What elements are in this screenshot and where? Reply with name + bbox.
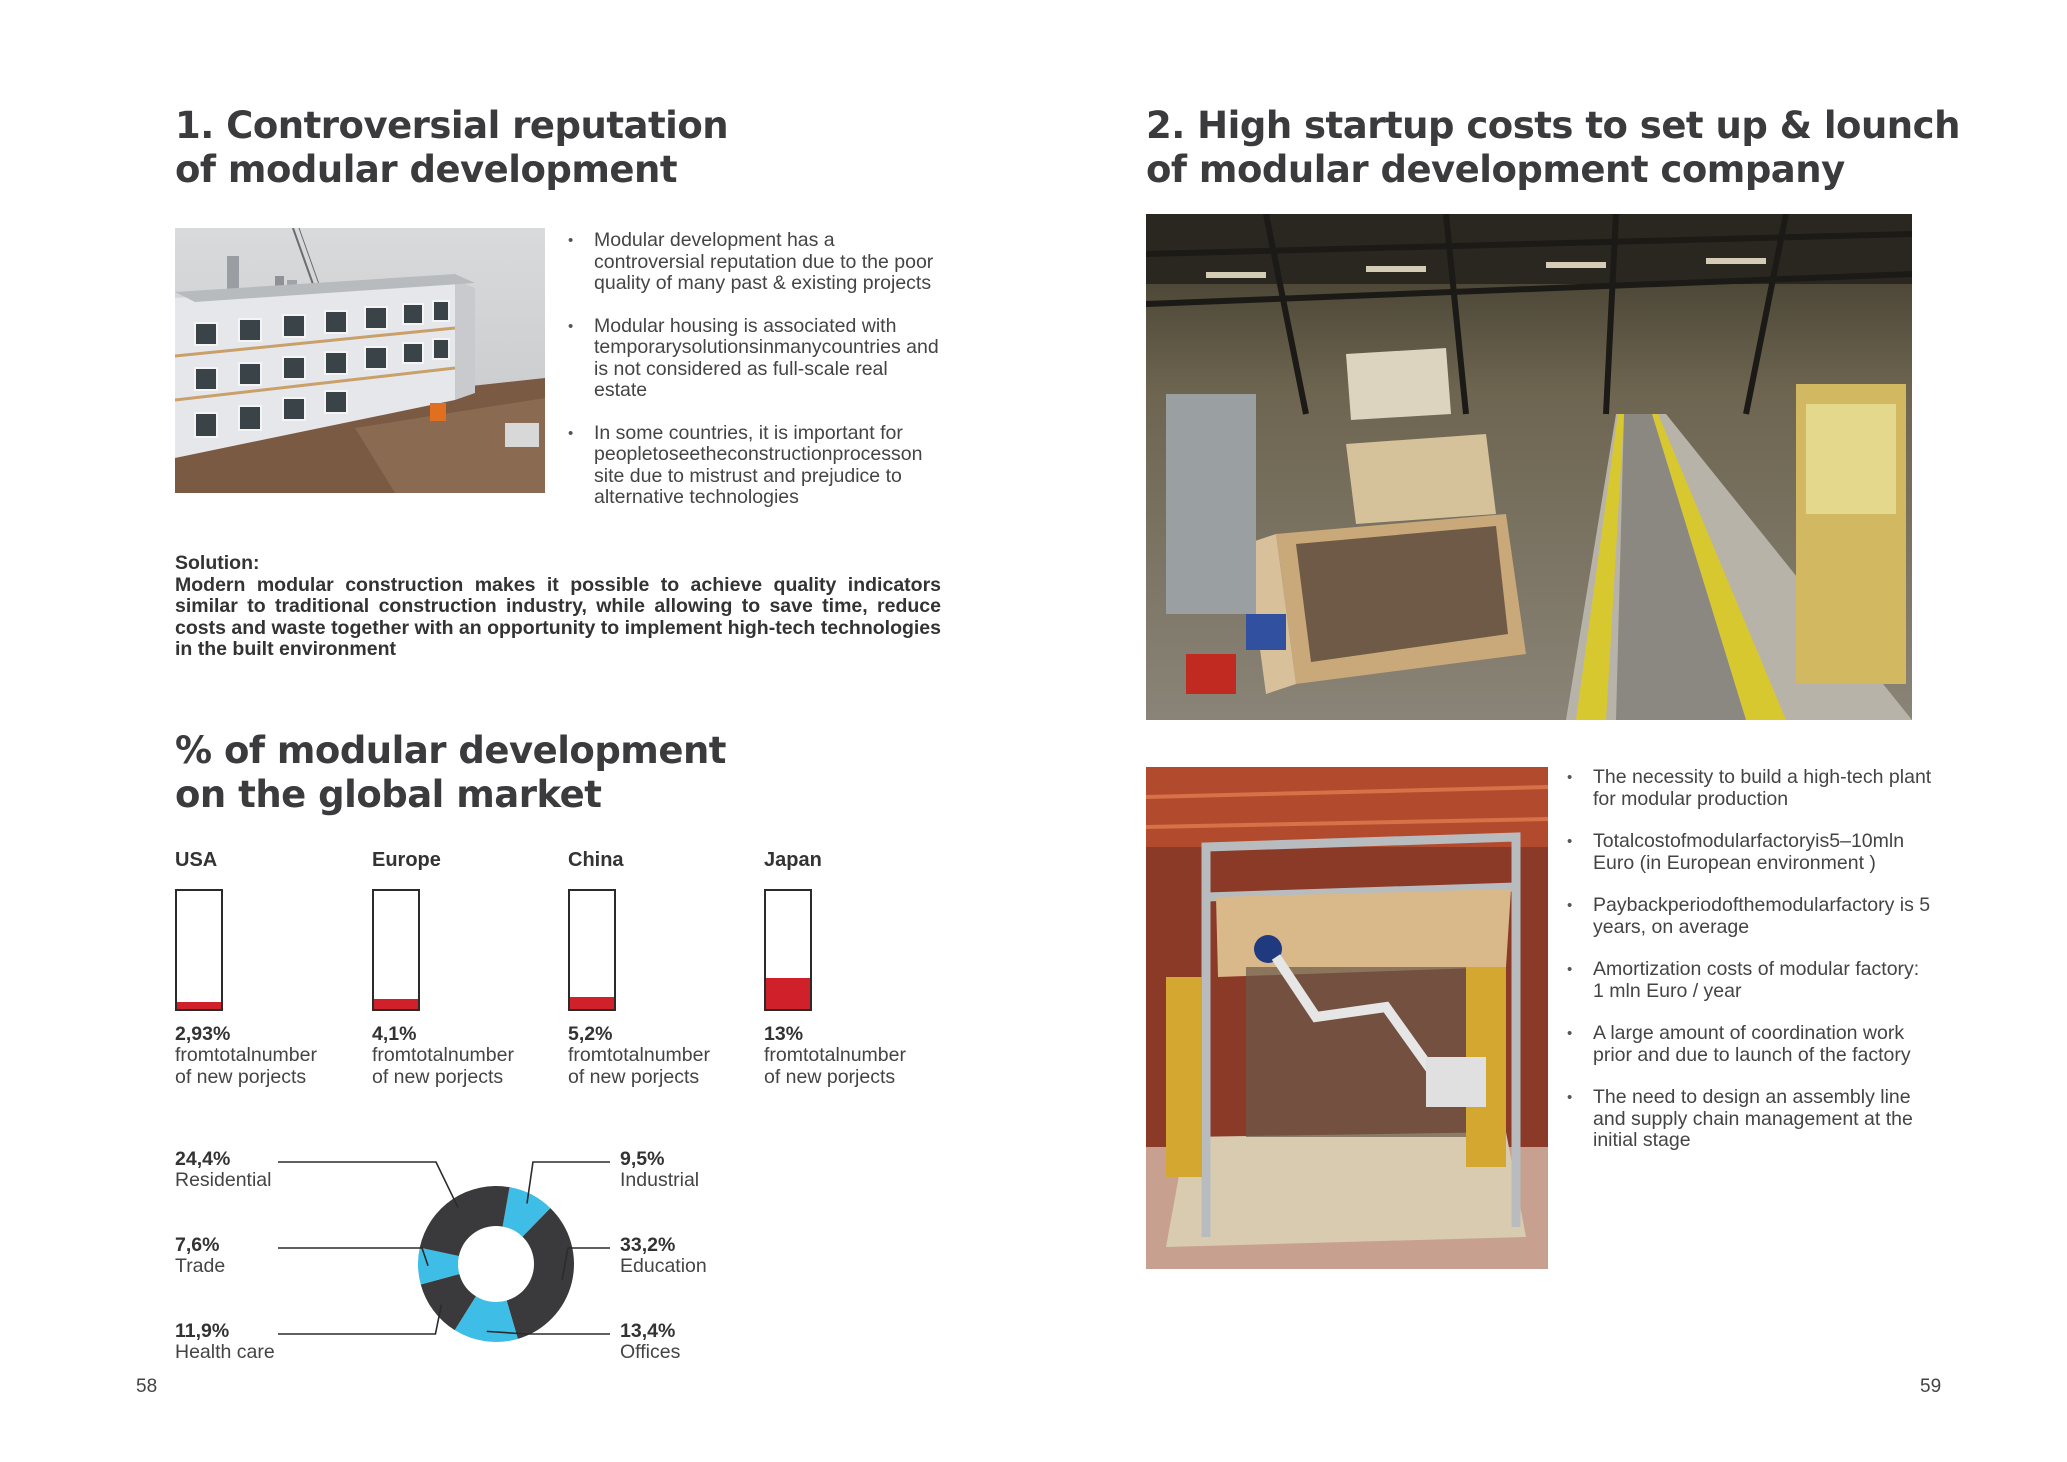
market-share-bar-fill bbox=[374, 999, 418, 1009]
donut-leader-line bbox=[527, 1162, 610, 1203]
market-share-description: fromtotalnumber of new porjects bbox=[372, 1044, 514, 1088]
market-share-percent: 5,2% bbox=[568, 1023, 613, 1045]
market-share-percent: 2,93% bbox=[175, 1023, 231, 1045]
market-country-label: Japan bbox=[764, 849, 822, 871]
market-share-bar bbox=[568, 889, 616, 1011]
bullet-item: • Modular housing is associated with temporarysolutionsinmanycountries and is not considered as full-scale real estate bbox=[568, 316, 940, 402]
market-share-bar bbox=[175, 889, 223, 1011]
amortization-value: 1 mln Euro / year bbox=[1593, 979, 1742, 1002]
donut-leader-line bbox=[278, 1248, 428, 1266]
market-share-bar-fill bbox=[570, 997, 614, 1009]
bullet-item: • The necessity to build a high-tech plant for modular production bbox=[1567, 767, 1939, 810]
market-country-label: USA bbox=[175, 849, 218, 871]
bullet-item: • The need to design an assembly line and supply chain management at the initial stage bbox=[1567, 1087, 1939, 1152]
solution-label: Solution: bbox=[175, 552, 260, 574]
bullet-item: • Paybackperiodofthemodularfactory is 5 years, on average bbox=[1567, 895, 1939, 938]
factory-interior-photo bbox=[1146, 214, 1912, 720]
page-number-left: 58 bbox=[136, 1376, 158, 1397]
market-share-bar-fill bbox=[177, 1002, 221, 1009]
donut-label-education: 33,2% Education bbox=[620, 1234, 707, 1277]
modular-building-photo bbox=[175, 228, 545, 493]
assembly-line-photo bbox=[1146, 767, 1548, 1269]
solution-text: Modern modular construction makes it possible to achieve quality indicators similar to traditional construction industry, while allowing to save time, reduce costs and waste together with an opportunity to implement high-tech technologies in the built environment bbox=[175, 573, 941, 660]
donut-label-trade: 7,6% Trade bbox=[175, 1234, 226, 1277]
donut-label-offices: 13,4% Offices bbox=[620, 1320, 681, 1363]
bullet-item: • Modular development has a controversial reputation due to the poor quality of many past & existing projects bbox=[568, 230, 940, 295]
solution-block bbox=[175, 553, 941, 661]
market-share-bar bbox=[764, 889, 812, 1011]
market-share-percent: 4,1% bbox=[372, 1023, 417, 1045]
market-section-title: % of modular development on the global market bbox=[175, 729, 726, 816]
right-page-title: 2. High startup costs to set up & lounch of modular development company bbox=[1146, 104, 1960, 191]
market-share-description: fromtotalnumber of new porjects bbox=[568, 1044, 710, 1088]
market-share-description: fromtotalnumber of new porjects bbox=[175, 1044, 317, 1088]
donut-label-residential: 24,4% Residential bbox=[175, 1148, 272, 1191]
donut-label-industrial: 9,5% Industrial bbox=[620, 1148, 700, 1191]
market-share-percent: 13% bbox=[764, 1023, 804, 1045]
page-number-right: 59 bbox=[1920, 1376, 1942, 1397]
market-country-label: Europe bbox=[372, 849, 441, 871]
bullet-item: • Totalcostofmodularfactoryis5–10mln Euro (in European environment ) bbox=[1567, 831, 1939, 874]
donut-label-health-care: 11,9% Health care bbox=[175, 1320, 275, 1363]
donut-slice-residential bbox=[420, 1186, 510, 1256]
right-bullet-list bbox=[1567, 767, 1939, 1173]
market-share-bar-fill bbox=[766, 978, 810, 1009]
bullet-item: • Amortization costs of modular factory: 1 mln Euro / year bbox=[1567, 959, 1939, 1002]
bullet-item: • A large amount of coordination work prior and due to launch of the factory bbox=[1567, 1023, 1939, 1066]
market-country-label: China bbox=[568, 849, 624, 871]
left-page-title: 1. Controversial reputation of modular development bbox=[175, 104, 729, 191]
donut-leader-line bbox=[278, 1305, 441, 1334]
donut-leader-line bbox=[278, 1162, 458, 1208]
bullet-item: • In some countries, it is important for peopletoseetheconstructionprocesson site due to mistrust and prejudice to alternative technologies bbox=[568, 423, 940, 509]
market-share-bar bbox=[372, 889, 420, 1011]
market-share-description: fromtotalnumber of new porjects bbox=[764, 1044, 906, 1088]
left-bullet-list bbox=[568, 230, 940, 530]
